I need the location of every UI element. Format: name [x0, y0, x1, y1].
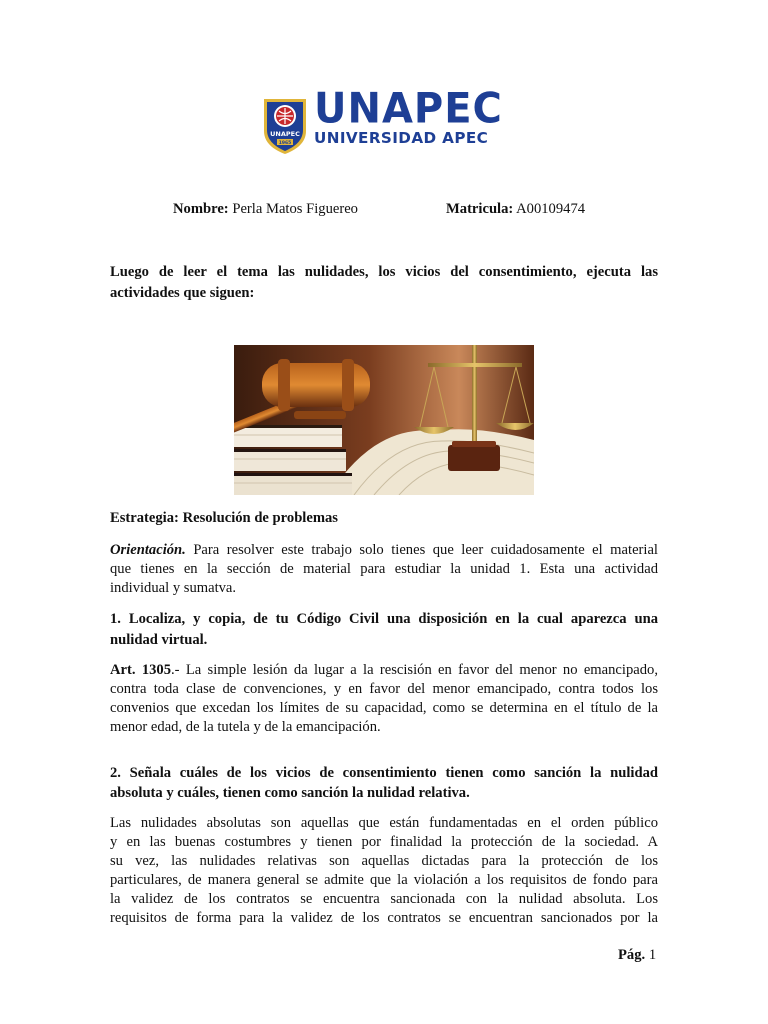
gavel-books-scales-image [234, 345, 534, 495]
question-1-line-1: 1. Localiza, y copia, de tu Código Civil una disposición en la cual aparezca una [110, 611, 658, 627]
matricula-label: Matricula: [446, 201, 514, 217]
orientacion-label: Orientación. [110, 542, 186, 558]
answer-1-line-2: contra toda clase de convenciones, y en favor del menor emancipado, contra todos los [110, 681, 658, 697]
orientacion-line-2: que tienes en la sección de material para estudiar la unidad 1. Esta una actividad [110, 561, 658, 577]
intro-line-1: Luego de leer el tema las nulidades, los vicios del consentimiento, ejecuta las [110, 264, 658, 280]
answer-2-line-4: particulares, de manera general se admite que la violación a los requisitos de fondo para [110, 872, 658, 888]
answer-2-line-5: la validez de los contratos se encuentra sancionada con la nulidad absoluta. Los [110, 891, 658, 907]
answer-2-line-6: requisitos de forma para la validez de los contratos se encuentran sancionados por la [110, 910, 658, 926]
orientacion-line-3: individual y sumatva. [110, 580, 237, 596]
matricula-value: A00109474 [516, 201, 586, 217]
answer-1-line-3: convenios que excedan los límites de su capacidad, como se determina en el título de la [110, 700, 658, 716]
answer-2-line-3: su vez, las nulidades relativas son aquellas dictadas para la protección de los [110, 853, 658, 869]
answer-1-line-1: Art. 1305.- La simple lesión da lugar a la rescisión en favor del menor no emancipado, [110, 662, 658, 678]
art-label: Art. 1305 [110, 662, 172, 678]
page-number-value: 1 [648, 947, 657, 963]
question-2-line-1: 2. Señala cuáles de los vicios de consentimiento tienen como sanción la nulidad [110, 765, 658, 781]
unapec-logo [262, 84, 508, 155]
estrategia-label: Estrategia: [110, 510, 179, 526]
orientacion-line-1: Orientación. Para resolver este trabajo solo tienes que leer cuidadosamente el material [110, 542, 658, 558]
logo-subtitle: UNIVERSIDAD APEC [314, 129, 489, 147]
answer-1-line-4: menor edad, de la tutela y de la emancipación. [110, 719, 381, 735]
nombre-label: Nombre: [173, 201, 229, 217]
emblem-year: 1965 [278, 141, 292, 146]
emblem-text: UNAPEC [270, 130, 300, 138]
student-name [173, 202, 358, 217]
student-id [446, 202, 585, 217]
unapec-emblem-icon [262, 97, 308, 155]
page-label: Pág. [618, 947, 646, 963]
answer-2-line-2: y en las buenas costumbres y tienen por finalidad la protección de la sociedad. A [110, 834, 658, 850]
estrategia-value: Resolución de problemas [182, 510, 338, 526]
estrategia-line [110, 511, 338, 526]
question-1-line-2: nulidad virtual. [110, 632, 208, 648]
answer-2-line-1: Las nulidades absolutas son aquellas que están fundamentadas en el orden público [110, 815, 658, 831]
intro-line-2: actividades que siguen: [110, 285, 255, 301]
question-2-line-2: absoluta y cuáles, tienen como sanción la nulidad relativa. [110, 785, 470, 801]
page-number [618, 948, 656, 963]
nombre-value: Perla Matos Figuereo [232, 201, 358, 217]
logo-title: UNAPEC [314, 84, 503, 134]
